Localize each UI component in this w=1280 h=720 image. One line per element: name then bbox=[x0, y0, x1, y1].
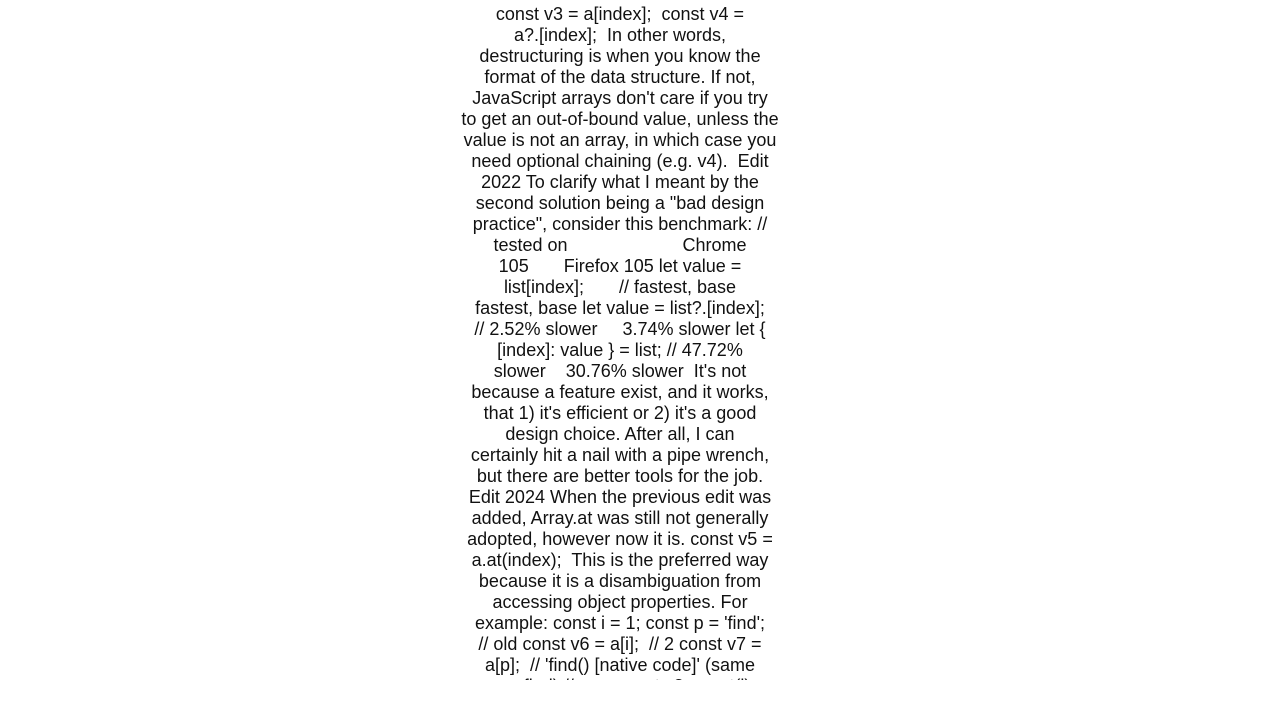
answer-text-line: // old const v6 = a[i]; // 2 const v7 = bbox=[478, 634, 762, 654]
answer-text-line: practice", consider this benchmark: // bbox=[472, 214, 768, 234]
answer-text-line: list[index]; // fastest, base bbox=[503, 277, 737, 297]
answer-text-line: second solution being a "bad design bbox=[475, 193, 765, 213]
answer-text-line: certainly hit a nail with a pipe wrench, bbox=[470, 445, 770, 465]
answer-text-line: that 1) it's efficient or 2) it's a good bbox=[483, 403, 757, 423]
answer-text-line: a.at(index); This is the preferred way bbox=[471, 550, 769, 570]
answer-text-line: 105 Firefox 105 let value = bbox=[498, 256, 742, 276]
answer-text-line: [index]: value } = list; // 47.72% bbox=[497, 340, 743, 360]
answer-text-line: JavaScript arrays don't care if you try bbox=[472, 88, 768, 108]
answer-text-line: a[p]; // 'find() [native code]' (same bbox=[485, 655, 755, 675]
answer-text-line: Edit 2024 When the previous edit was bbox=[468, 487, 772, 507]
answer-text-line: a?.[index]; In other words, bbox=[513, 25, 727, 45]
answer-text-line: 2022 To clarify what I meant by the bbox=[481, 172, 759, 192]
answer-text-line: value is not an array, in which case you bbox=[463, 130, 777, 150]
answer-text-line: format of the data structure. If not, bbox=[484, 67, 756, 87]
answer-text-line: adopted, however now it is. const v5 = bbox=[467, 529, 773, 549]
answer-text-line: because a feature exist, and it works, bbox=[471, 382, 769, 402]
answer-text-line: added, Array.at was still not generally bbox=[471, 508, 769, 528]
answer-text-line: // 2.52% slower 3.74% slower let { bbox=[474, 319, 766, 339]
answer-text-line: example: const i = 1; const p = 'find'; bbox=[474, 613, 766, 633]
answer-text-line: accessing object properties. For bbox=[492, 592, 748, 612]
answer-text-line: because it is a disambiguation from bbox=[478, 571, 762, 591]
answer-text-line: const v3 = a[index]; const v4 = bbox=[495, 4, 745, 24]
answer-text-line: destructuring is when you know the bbox=[479, 46, 761, 66]
page-bottom-margin bbox=[0, 680, 1280, 720]
answer-text-line: tested on Chrome bbox=[493, 235, 747, 255]
answer-text-column bbox=[450, 4, 790, 697]
answer-text-line: need optional chaining (e.g. v4). Edit bbox=[471, 151, 769, 171]
answer-text-line: but there are better tools for the job. bbox=[476, 466, 764, 486]
answer-text-line: design choice. After all, I can bbox=[505, 424, 735, 444]
answer-text-line: to get an out-of-bound value, unless the bbox=[461, 109, 779, 129]
answer-text-line: slower 30.76% slower It's not bbox=[493, 361, 747, 381]
answer-text-line: fastest, base let value = list?.[index]; bbox=[475, 298, 765, 318]
